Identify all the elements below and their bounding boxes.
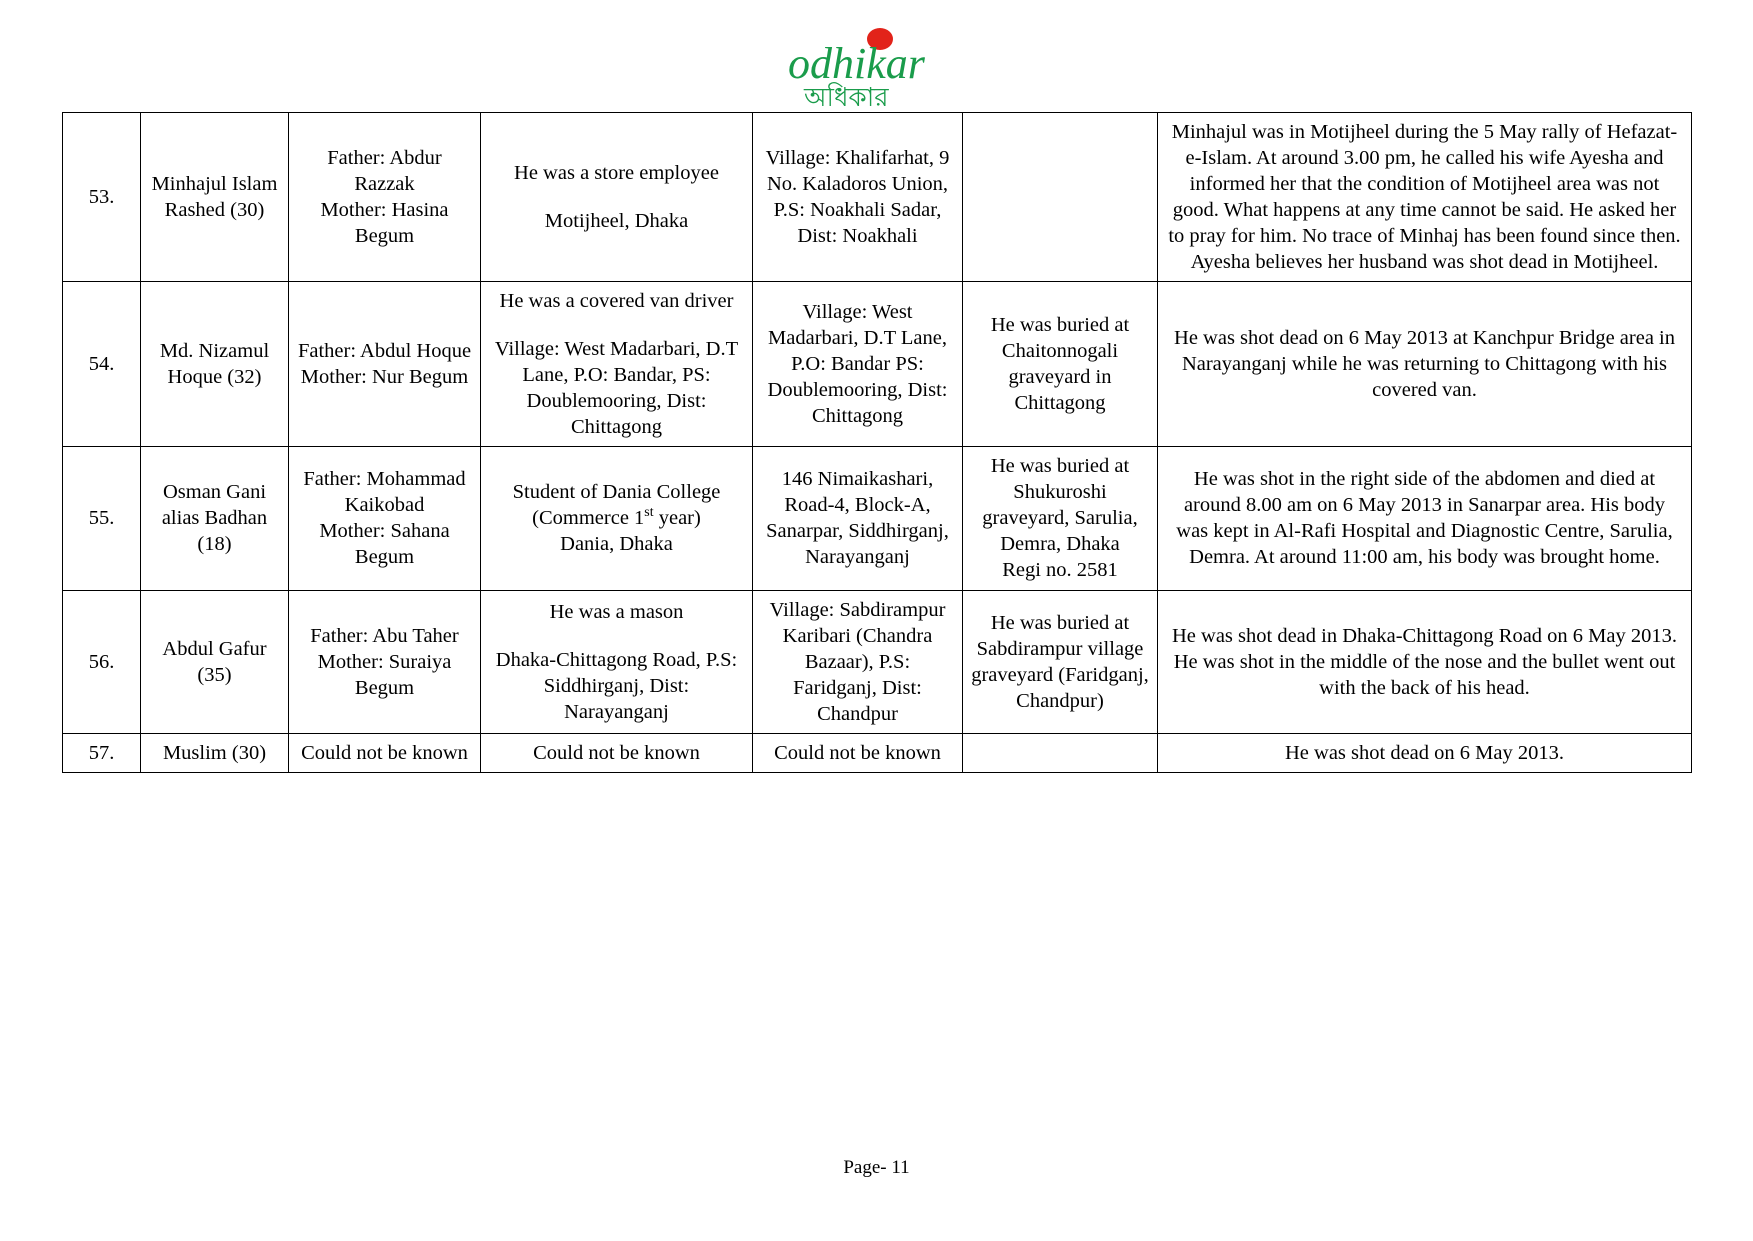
victim-address: Could not be known: [753, 733, 963, 772]
victim-name: Muslim (30): [141, 733, 289, 772]
table-row: [63, 447, 1692, 590]
father-name: Father: Abu Taher: [310, 624, 459, 647]
victim-name: Md. Nizamul Hoque (32): [141, 282, 289, 447]
victim-occupation: [481, 590, 753, 733]
victim-address: 146 Nimaikashari, Road-4, Block-A, Sanarpar, Siddhirganj, Narayanganj: [753, 447, 963, 590]
row-number: 56.: [63, 590, 141, 733]
father-name: Father: Abdul Hoque: [297, 340, 472, 363]
occupation-line-2: Village: West Madarbari, D.T Lane, P.O: Bandar, PS: Doublemooring, Dist: Chittagong: [494, 338, 739, 439]
victim-name: Minhajul Islam Rashed (30): [141, 113, 289, 282]
burial-place: He was buried at Shukuroshi graveyard, Sarulia, Demra, Dhaka: [982, 455, 1138, 556]
victim-description: He was shot dead on 6 May 2013 at Kanchpur Bridge area in Narayanganj while he was returning to Chittagong with his covered van.: [1158, 282, 1692, 447]
victim-address: Village: Khalifarhat, 9 No. Kaladoros Union, P.S: Noakhali Sadar, Dist: Noakhali: [753, 113, 963, 282]
victim-description: He was shot in the right side of the abdomen and died at around 8.00 am on 6 May 2013 in Sanarpar area. His body was kept in Al-Rafi Hospital and Diagnostic Centre, Sarulia, Demra. At around 11:00 am, his body was brought home.: [1158, 447, 1692, 590]
victim-address: Village: Sabdirampur Karibari (Chandra Bazaar), P.S: Faridganj, Dist: Chandpur: [753, 590, 963, 733]
victim-parents: [289, 447, 481, 590]
victim-parents: [289, 113, 481, 282]
victim-description: He was shot dead on 6 May 2013.: [1158, 733, 1692, 772]
row-number: 54.: [63, 282, 141, 447]
svg-text:odhikar: odhikar: [787, 39, 925, 88]
mother-name: Mother: Suraiya Begum: [317, 650, 452, 699]
victim-parents: [289, 590, 481, 733]
occupation-line-1: Student of Dania College (Commerce 1st year): [512, 481, 721, 530]
victim-description: He was shot dead in Dhaka-Chittagong Road on 6 May 2013. He was shot in the middle of the nose and the bullet went out with the back of his head.: [1158, 590, 1692, 733]
victim-name: Abdul Gafur (35): [141, 590, 289, 733]
row-number: 55.: [63, 447, 141, 590]
occupation-line-1: He was a covered van driver: [499, 290, 734, 313]
page-footer: Page- 11: [843, 1157, 910, 1178]
odhikar-logo: [782, 26, 972, 112]
victim-burial: He was buried at Chaitonnogali graveyard in Chittagong: [963, 282, 1158, 447]
occupation-line-2: Dania, Dhaka: [560, 533, 673, 556]
victim-occupation: [481, 447, 753, 590]
row-number: 57.: [63, 733, 141, 772]
logo-area: [0, 0, 1753, 112]
row-number: 53.: [63, 113, 141, 282]
burial-registration: Regi no. 2581: [1002, 559, 1118, 582]
victim-description: Minhajul was in Motijheel during the 5 May rally of Hefazat-e-Islam. At around 3.00 pm, he called his wife Ayesha and informed her that the condition of Motijheel area was not good. What happens at any time cannot be said. He asked her to pray for him. No trace of Minhaj has been found since then. Ayesha believes her husband was shot dead in Motijheel.: [1158, 113, 1692, 282]
table-row: [63, 113, 1692, 282]
father-name: Father: Abdur Razzak: [327, 147, 442, 196]
victim-occupation: [481, 113, 753, 282]
victim-name: Osman Gani alias Badhan (18): [141, 447, 289, 590]
table-row: [63, 282, 1692, 447]
occupation-line-2: Motijheel, Dhaka: [544, 210, 689, 233]
victims-table: [62, 112, 1692, 773]
victim-parents: Could not be known: [289, 733, 481, 772]
occupation-line-1: He was a mason: [549, 600, 684, 623]
father-name: Father: Mohammad Kaikobad: [303, 468, 466, 517]
victim-burial: [963, 733, 1158, 772]
table-row: [63, 733, 1692, 772]
mother-name: Mother: Hasina Begum: [320, 199, 449, 248]
svg-text:অধিকার: অধিকার: [803, 83, 889, 112]
victim-occupation: Could not be known: [481, 733, 753, 772]
table-row: [63, 590, 1692, 733]
victim-burial: [963, 113, 1158, 282]
victim-parents: [289, 282, 481, 447]
victims-table-container: [0, 112, 1753, 773]
victim-occupation: [481, 282, 753, 447]
occupation-line-2: Dhaka-Chittagong Road, P.S: Siddhirganj, Dist: Narayanganj: [495, 648, 738, 723]
victim-burial: He was buried at Sabdirampur village graveyard (Faridganj, Chandpur): [963, 590, 1158, 733]
mother-name: Mother: Nur Begum: [300, 366, 469, 389]
victim-burial: [963, 447, 1158, 590]
mother-name: Mother: Sahana Begum: [319, 520, 450, 569]
victim-address: Village: West Madarbari, D.T Lane, P.O: Bandar PS: Doublemooring, Dist: Chittagong: [753, 282, 963, 447]
occupation-line-1: He was a store employee: [514, 162, 719, 185]
